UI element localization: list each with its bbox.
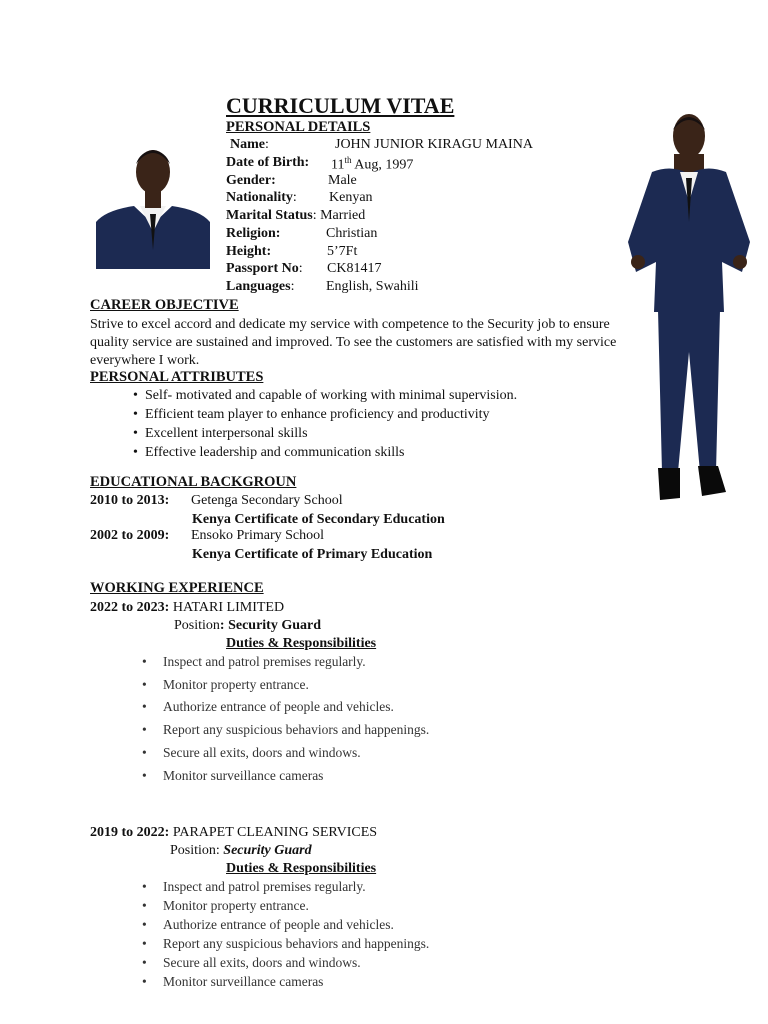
job-line: 2019 to 2022: PARAPET CLEANING SERVICES [90, 825, 378, 840]
duty-item: • Authorize entrance of people and vehicles. [142, 699, 394, 714]
document-title: CURRICULUM VITAE [226, 93, 455, 118]
duty-item: • Secure all exits, doors and windows. [142, 955, 361, 970]
job-position: Position: Security Guard [174, 618, 322, 633]
education-years: 2002 to 2009: [90, 528, 170, 543]
list-item: • Excellent interpersonal skills [133, 426, 308, 441]
job-line: 2022 to 2023: HATARI LIMITED [90, 600, 285, 615]
marital-status-label: Marital Status: Married [226, 208, 366, 223]
duty-item: • Monitor surveillance cameras [142, 768, 324, 783]
personal-details-heading: PERSONAL DETAILS [226, 119, 371, 135]
name-value: JOHN JUNIOR KIRAGU MAINA [335, 137, 533, 152]
religion-value: Christian [326, 226, 378, 241]
personal-attributes-heading: PERSONAL ATTRIBUTES [90, 369, 264, 385]
duty-item: • Inspect and patrol premises regularly. [142, 879, 366, 894]
list-item: • Self- motivated and capable of working with minimal supervision. [133, 388, 518, 403]
list-item: • Effective leadership and communication skills [133, 445, 405, 460]
gender-value: Male [328, 173, 357, 188]
job-position: Position: Security Guard [170, 843, 312, 858]
full-body-photo [622, 112, 756, 504]
duties-heading: Duties & Responsibilities [226, 636, 377, 651]
education-school: Getenga Secondary School [191, 493, 343, 508]
duty-item: • Monitor property entrance. [142, 677, 309, 692]
gender-label: Gender: [226, 173, 276, 188]
passport-value: CK81417 [327, 261, 382, 276]
duty-item: • Report any suspicious behaviors and happenings. [142, 936, 430, 951]
working-experience-heading: WORKING EXPERIENCE [90, 580, 264, 596]
duty-item: • Monitor surveillance cameras [142, 974, 324, 989]
education-certificate: Kenya Certificate of Secondary Education [192, 512, 445, 527]
height-label: Height: [226, 244, 272, 259]
list-item: • Efficient team player to enhance proficiency and productivity [133, 407, 490, 422]
name-label: Name: [230, 137, 269, 152]
portrait-photo [96, 140, 210, 269]
duty-item: • Secure all exits, doors and windows. [142, 745, 361, 760]
duty-item: • Authorize entrance of people and vehicles. [142, 917, 394, 932]
passport-label: Passport No: [226, 261, 303, 276]
duties-heading: Duties & Responsibilities [226, 861, 377, 876]
dob-value: 11th Aug, 1997 [331, 155, 414, 173]
career-objective-heading: CAREER OBJECTIVE [90, 297, 239, 313]
nationality-label: Nationality: [226, 190, 297, 205]
education-heading: EDUCATIONAL BACKGROUN [90, 474, 297, 490]
dob-label: Date of Birth: [226, 155, 310, 170]
education-school: Ensoko Primary School [191, 528, 324, 543]
education-certificate: Kenya Certificate of Primary Education [192, 547, 433, 562]
education-years: 2010 to 2013: [90, 493, 170, 508]
duty-item: • Inspect and patrol premises regularly. [142, 654, 366, 669]
languages-label: Languages: [226, 279, 295, 294]
duty-item: • Report any suspicious behaviors and happenings. [142, 722, 430, 737]
height-value: 5’7Ft [327, 244, 358, 259]
languages-value: English, Swahili [326, 279, 419, 294]
nationality-value: Kenyan [329, 190, 373, 205]
religion-label: Religion: [226, 226, 281, 241]
career-objective-text: Strive to excel accord and dedicate my service with competence to the Security job to ensure quality service are sustained and improved. To see the customers are satisfied with my service everywhere I work. [90, 317, 617, 368]
duty-item: • Monitor property entrance. [142, 898, 309, 913]
